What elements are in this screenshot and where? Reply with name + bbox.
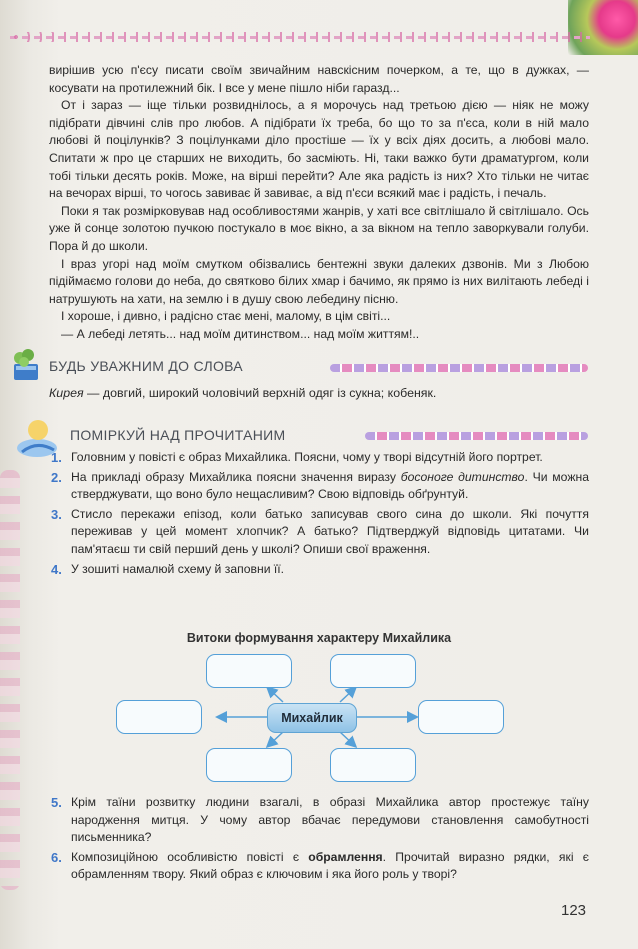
diagram-empty-box — [418, 700, 504, 734]
vocabulary-term: Кирея — [49, 386, 84, 400]
question-text: Стисло перекажи епізод, коли батько записував свого сина до школи. Які почуття переживав у цей момент хлопчик? А батько? Підтверджуй відповідь цитатами. Чи пам'ятаєш ти свій перший день у школі? Опиши свої враження. — [71, 506, 589, 556]
story-paragraph: вирішив усю п'єсу писати своїм звичайним навскісним почерком, а те, що в дужках, — косувати на протилежний бік. І все у мене пішло ніби гаразд... — [49, 63, 589, 95]
question-number: 6. — [51, 849, 62, 865]
question-item — [49, 794, 589, 847]
question-text: . Прочитай виразно рядки, які є обрамленням твору. Який образ є ключовим і яка його роль у творі? — [71, 849, 589, 882]
diagram-empty-box — [206, 654, 292, 688]
question-number: 3. — [51, 506, 62, 522]
question-number: 4. — [51, 561, 62, 577]
question-text: Головним у повісті є образ Михайлика. Поясни, чому у творі відсутній його портрет. — [71, 450, 543, 464]
question-number: 2. — [51, 469, 62, 485]
question-text: Композиційною особливістю повісті є — [71, 849, 309, 864]
vocabulary-definition: — довгий, широкий чоловічий верхній одяг із сукна; кобеняк. — [83, 386, 437, 400]
question-item — [49, 849, 589, 884]
question-number: 5. — [51, 795, 62, 810]
question-text: У зошиті намалюй схему й заповни її. — [71, 561, 285, 576]
vocabulary-heading: БУДЬ УВАЖНИМ ДО СЛОВА — [49, 358, 243, 374]
question-bold-term: обрамлення — [308, 849, 383, 864]
question-italic-phrase: босоноге дитинство — [400, 469, 525, 484]
story-paragraph: — А лебеді летять... над моїм дитинством... над моїм життям!.. — [61, 326, 420, 341]
diagram-title: Витоки формування характеру Михайлика — [186, 631, 452, 645]
question-number: 1. — [51, 450, 62, 465]
story-paragraph: І хороше, і дивно, і радісно стає мені, малому, в цім світі... — [61, 309, 391, 324]
question-text: Крім таїни розвитку людини взагалі, в образі Михайлика автор простежує таїну народження митця. У чому автор вбачає передумови становлення самобутності письменника? — [71, 795, 589, 845]
story-paragraph: І враз угорі над моїм смутком обізвались бентежні звуки далеких дзвонів. Ми з Любою підіймаємо голови до неба, до святково білих хмар і бачимо, як прямо із них вилітають лебеді і натрушують на хати, на землю і в душу свою лебедину пісню. — [49, 256, 589, 306]
question-text: . Чи можна стверджувати, що воно було нещасливим? Свою відповідь обґрунтуй. — [71, 469, 589, 502]
diagram-empty-box — [330, 748, 416, 782]
diagram-empty-box — [206, 748, 292, 782]
reflection-heading: ПОМІРКУЙ НАД ПРОЧИТАНИМ — [70, 427, 286, 443]
diagram-empty-box — [330, 654, 416, 688]
page-number: 123 — [561, 902, 587, 919]
questions-list-continued — [49, 794, 589, 886]
diagram-center-node: Михайлик — [267, 703, 357, 733]
story-paragraph: От і зараз — іще тільки розвиднілось, а я морочусь над третьою дією — ніяк не можу підібрати дівчині слів про любов. А підібрати їх треба, бо що то за п'єса, коли в ній мало любові й поцілунків? З поцілунками діло простіше — їх у всіх діях досить, а любові мало. Спитати ж про це старших не виходить, бо засміють. Ні, таки важко бути драматургом, коли тобі тільки десять років. Може, на вірші перейти? Але яка радість із них? Хто тільки не читає на вечорах вірші, то чогось завиває й завиває, а від п'єси всякий має і радість, і печаль. — [49, 98, 589, 201]
question-text: На прикладі образу Михайлика поясни значення виразу — [71, 469, 401, 484]
story-paragraph: Поки я так розмірковував над особливостями жанрів, у хаті все світлішало й світлішало. Ось уже й сонце золотою пучкою постукало в моє вікно, а за вікном на тепло заворкували голуби. Пора й до школи. — [49, 203, 589, 253]
diagram-empty-box — [116, 700, 202, 734]
